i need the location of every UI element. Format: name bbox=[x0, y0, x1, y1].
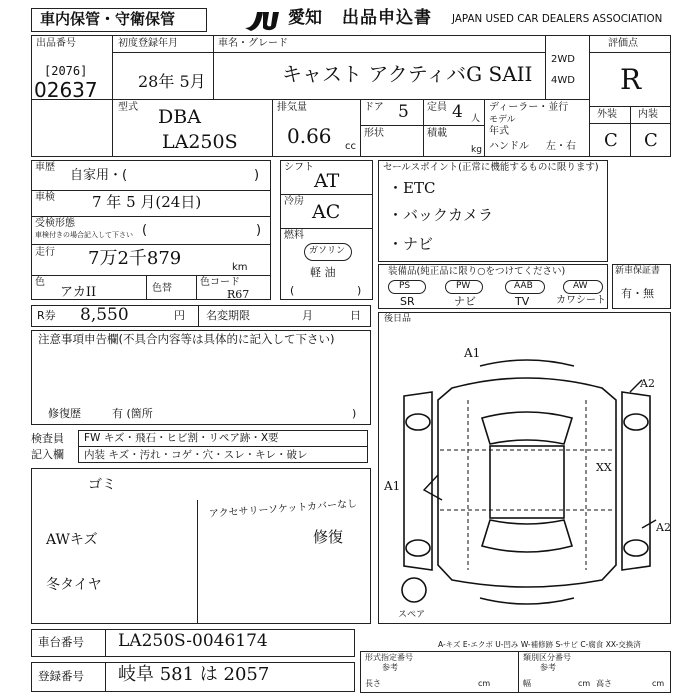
fuel-diesel: 軽 油 bbox=[310, 266, 336, 279]
plate-value: 岐阜 581 は 2057 bbox=[118, 664, 270, 685]
height-unit: cm bbox=[652, 679, 665, 688]
inspection-label: 車検 bbox=[35, 192, 55, 203]
equip-abbrev-aab: AAB bbox=[514, 281, 533, 291]
handle-value: 左・右 bbox=[546, 141, 576, 152]
top-row-frame bbox=[31, 35, 671, 157]
name-change-month: 月 bbox=[302, 309, 313, 322]
spare-label: スペア bbox=[398, 610, 426, 620]
rating-value: R bbox=[620, 63, 642, 96]
length-unit: cm bbox=[478, 679, 491, 688]
storage-label: 車内保管・守衛保管 bbox=[40, 10, 176, 28]
shift-value: AT bbox=[314, 170, 340, 192]
accept-sub: 車検付きの場合記入して下さい bbox=[35, 231, 133, 239]
color-code-value: R67 bbox=[227, 288, 250, 301]
recycle-label: R券 bbox=[37, 309, 56, 322]
width-label: 幅 bbox=[523, 679, 531, 688]
warranty-label: 新車保証書 bbox=[615, 266, 661, 276]
history-close: ) bbox=[254, 168, 260, 183]
displacement-unit: cc bbox=[345, 141, 356, 152]
name-change-label: 名変期限 bbox=[206, 309, 250, 322]
model-cert-ref: 参考 bbox=[382, 663, 398, 672]
equip-navi: ナビ bbox=[454, 295, 476, 308]
warranty-value: 有・無 bbox=[621, 287, 654, 300]
doors-label: ドア bbox=[364, 102, 384, 113]
exterior-value: C bbox=[604, 130, 618, 151]
dealer-label: ディーラー・並行 bbox=[489, 102, 569, 113]
repair-label: 修復歴 bbox=[48, 407, 81, 420]
mileage-value: 7万2千879 bbox=[88, 248, 182, 269]
exterior-label: 外装 bbox=[597, 109, 617, 120]
equip-abbrev-aw: AW bbox=[573, 281, 588, 291]
record-label: 記入欄 bbox=[31, 448, 64, 461]
model-value-2: LA250S bbox=[162, 131, 238, 153]
accept-close: ) bbox=[256, 223, 262, 238]
sales-point-1: ・ETC bbox=[388, 179, 436, 197]
color-code-label: 色コード bbox=[200, 277, 240, 288]
drive-4wd: 4WD bbox=[551, 75, 575, 86]
length-label: 長さ bbox=[365, 679, 381, 688]
chassis-label: 車台番号 bbox=[38, 635, 84, 649]
mark-a1-left: A1 bbox=[384, 479, 401, 493]
inspection-value: 7 年 5 月(24日) bbox=[92, 193, 202, 211]
model-label: 型式 bbox=[118, 102, 138, 113]
capacity-unit: 人 bbox=[471, 114, 481, 124]
height-label: 高さ bbox=[596, 679, 612, 688]
fuel-gas: ガソリン bbox=[309, 246, 346, 256]
handwritten-note-3: AWキズ bbox=[46, 532, 98, 548]
load-label: 積載 bbox=[427, 128, 447, 139]
mark-xx: XX bbox=[596, 461, 612, 474]
shift-label: シフト bbox=[284, 162, 314, 173]
repair-value: 有 (箇所 bbox=[112, 407, 153, 420]
mark-a2-right: A2 bbox=[640, 377, 655, 390]
handwritten-note-4: 修復 bbox=[313, 528, 344, 546]
capacity-label: 定員 bbox=[427, 102, 447, 113]
handwritten-note-1: ゴミ bbox=[88, 477, 116, 493]
equip-tv: TV bbox=[515, 295, 530, 308]
lot-number-label: 出品番号 bbox=[36, 38, 76, 49]
ac-label: 冷房 bbox=[284, 196, 304, 207]
inspector-label: 検査員 bbox=[31, 432, 64, 445]
lot-bracket: [2076] bbox=[44, 64, 88, 78]
handwritten-note-2: アクセサリーソケットカバーなし bbox=[208, 498, 358, 520]
class-label: 類別区分番号 bbox=[523, 653, 571, 662]
later-label: 後日品 bbox=[384, 314, 412, 324]
first-reg-value: 28年 5月 bbox=[138, 72, 206, 91]
mileage-unit: km bbox=[232, 262, 248, 273]
sales-points-label: セールスポイント(正常に機能するものに限ります) bbox=[383, 162, 599, 173]
equip-abbrev-pw: PW bbox=[456, 281, 471, 291]
color-label: 色 bbox=[35, 277, 45, 288]
color-value: アカII bbox=[60, 285, 97, 300]
mark-a2-lower: A2 bbox=[656, 521, 671, 534]
fuel-label: 燃料 bbox=[284, 230, 304, 241]
repair-close: ) bbox=[352, 407, 357, 420]
rating-label: 評価点 bbox=[608, 38, 638, 49]
accept-paren: ( bbox=[142, 223, 148, 238]
name-grade-label: 車名・グレード bbox=[218, 38, 288, 49]
interior-value: C bbox=[644, 130, 658, 151]
displacement-label: 排気量 bbox=[277, 102, 307, 113]
model-year-label: モデル bbox=[489, 115, 516, 125]
fw-line: FW キズ・飛石・ヒビ割・リペア跡・X要 bbox=[84, 432, 279, 444]
recycle-value: 8,550 bbox=[80, 305, 129, 325]
handwritten-note-5: 冬タイヤ bbox=[46, 577, 102, 593]
equip-abbrev-ps: PS bbox=[399, 281, 411, 291]
model-value-1: DBA bbox=[158, 106, 201, 128]
model-year-sub: 年式 bbox=[489, 126, 509, 137]
mark-a1-top: A1 bbox=[464, 346, 481, 360]
plate-label: 登録番号 bbox=[38, 669, 84, 683]
equip-seat: カワシート bbox=[556, 295, 606, 306]
accept-label: 受検形態 bbox=[35, 218, 75, 229]
equipment-label: 装備品(純正品に限り○をつけてください) bbox=[388, 266, 566, 277]
lot-number: 02637 bbox=[34, 78, 98, 102]
brand-logo bbox=[241, 6, 285, 32]
load-unit: kg bbox=[471, 145, 482, 155]
shape-label: 形状 bbox=[364, 128, 384, 139]
mileage-label: 走行 bbox=[35, 247, 55, 258]
history-label: 車歴 bbox=[35, 162, 55, 173]
car-diagram bbox=[384, 340, 670, 615]
interior-label: 内装 bbox=[638, 109, 658, 120]
drive-2wd: 2WD bbox=[551, 54, 575, 65]
doors-value: 5 bbox=[398, 102, 409, 122]
width-unit: cm bbox=[578, 679, 591, 688]
brand-name: 愛知 bbox=[288, 8, 322, 28]
interior-line: 内装 キズ・汚れ・コゲ・穴・スレ・キレ・破レ bbox=[84, 449, 308, 461]
remarks-label: 注意事項申告欄(不具合内容等は具体的に記入して下さい) bbox=[38, 332, 335, 346]
capacity-value: 4 bbox=[452, 102, 463, 122]
model-cert-label: 形式指定番号 bbox=[365, 653, 413, 662]
association-name: JAPAN USED CAR DEALERS ASSOCIATION bbox=[452, 13, 663, 25]
equip-sr: SR bbox=[400, 295, 415, 308]
name-change-day: 日 bbox=[350, 309, 361, 322]
history-value: 自家用・( bbox=[70, 168, 128, 183]
class-ref: 参考 bbox=[540, 663, 556, 672]
sales-point-2: ・バックカメラ bbox=[388, 206, 494, 224]
handle-label: ハンドル bbox=[489, 141, 529, 152]
fuel-paren-open: ( bbox=[290, 284, 295, 297]
chassis-value: LA250S-0046174 bbox=[118, 631, 268, 651]
form-title: 出品申込書 bbox=[342, 8, 432, 28]
fuel-paren-close: ) bbox=[357, 284, 362, 297]
name-grade-value: キャスト アクティバG SAII bbox=[282, 62, 533, 86]
legend: A-キズ E-エクボ U-凹み W-補修跡 S-サビ C-腐食 XX-交換済 bbox=[438, 640, 641, 649]
ac-value: AC bbox=[312, 201, 341, 223]
displacement-value: 0.66 bbox=[287, 124, 332, 148]
first-reg-label: 初度登録年月 bbox=[118, 38, 178, 49]
color-change-label: 色替 bbox=[152, 283, 172, 294]
recycle-unit: 円 bbox=[174, 309, 185, 322]
sales-point-3: ・ナビ bbox=[388, 235, 434, 253]
